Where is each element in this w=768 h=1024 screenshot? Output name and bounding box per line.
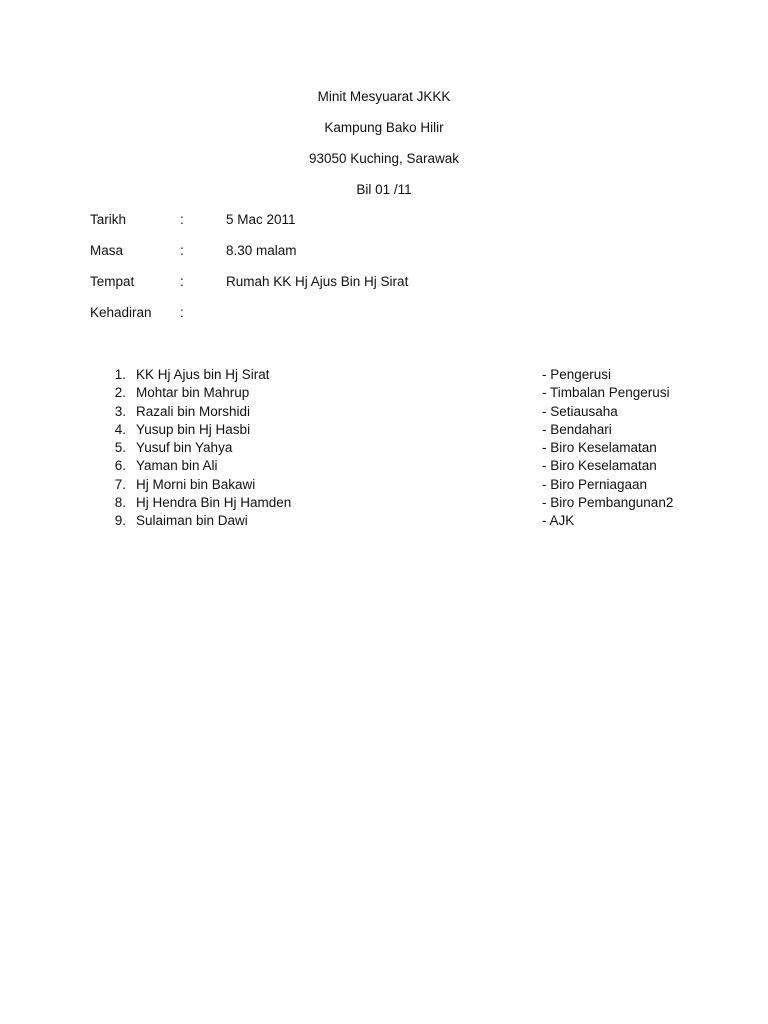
- attendee-name: Mohtar bin Mahrup: [136, 385, 250, 401]
- attendee-role: - Biro Pembangunan2: [542, 495, 674, 511]
- village-name: Kampung Bako Hilir: [324, 120, 444, 135]
- meta-value: 8.30 malam: [226, 243, 297, 258]
- meta-row-date: [90, 212, 690, 228]
- attendee-role: - Biro Keselamatan: [542, 458, 657, 474]
- list-item: [0, 384, 768, 402]
- attendee-role: - Bendahari: [542, 421, 612, 437]
- attendee-role: - Setiausaha: [542, 403, 618, 419]
- attendee-role: - Biro Perniagaan: [542, 476, 648, 492]
- meta-row-place: [90, 274, 690, 290]
- meta-row-time: [90, 243, 690, 259]
- attendee-role: - Timbalan Pengerusi: [542, 385, 670, 401]
- list-item: [0, 512, 768, 530]
- meta-label: Kehadiran: [90, 305, 152, 320]
- meta-value: Rumah KK Hj Ajus Bin Hj Sirat: [226, 274, 409, 289]
- meta-colon: :: [180, 274, 184, 289]
- list-number: 8.: [114, 495, 126, 511]
- list-item: [0, 403, 768, 421]
- attendee-name: Yusup bin Hj Hasbi: [136, 421, 251, 437]
- attendee-role: - Pengerusi: [542, 367, 612, 382]
- meta-colon: :: [180, 243, 184, 258]
- attendee-role: - AJK: [542, 513, 575, 529]
- list-number: 4.: [114, 421, 126, 437]
- list-item: [0, 366, 768, 384]
- meta-label: Tempat: [90, 274, 135, 289]
- list-item: [0, 421, 768, 439]
- list-number: 7.: [114, 476, 126, 492]
- list-number: 5.: [114, 440, 126, 456]
- meta-value: 5 Mac 2011: [226, 212, 296, 227]
- list-item: [0, 494, 768, 512]
- attendee-name: Sulaiman bin Dawi: [136, 513, 248, 529]
- attendee-name: Hj Hendra Bin Hj Hamden: [136, 495, 292, 511]
- document-title: Minit Mesyuarat JKKK: [317, 89, 451, 104]
- address-line: 93050 Kuching, Sarawak: [308, 151, 460, 166]
- list-item: [0, 439, 768, 457]
- meta-label: Masa: [90, 243, 124, 258]
- attendee-name: Hj Morni bin Bakawi: [136, 476, 256, 492]
- list-number: 9.: [114, 513, 126, 529]
- list-number: 1.: [114, 367, 126, 382]
- attendee-list: [0, 366, 768, 531]
- attendee-role: - Biro Keselamatan: [542, 440, 657, 456]
- list-item: [0, 476, 768, 494]
- attendee-name: Yusuf bin Yahya: [136, 440, 233, 456]
- meta-row-attendance: [90, 305, 690, 321]
- meta-colon: :: [180, 305, 184, 320]
- list-number: 2.: [114, 385, 126, 401]
- attendee-name: Razali bin Morshidi: [136, 403, 251, 419]
- meta-colon: :: [180, 212, 184, 227]
- meta-label: Tarikh: [90, 212, 127, 227]
- attendee-name: Yaman bin Ali: [136, 458, 218, 474]
- list-number: 6.: [114, 458, 126, 474]
- attendee-name: KK Hj Ajus bin Hj Sirat: [136, 367, 270, 382]
- list-item: [0, 457, 768, 475]
- meeting-number: Bil 01 /11: [356, 182, 412, 197]
- list-number: 3.: [114, 403, 126, 419]
